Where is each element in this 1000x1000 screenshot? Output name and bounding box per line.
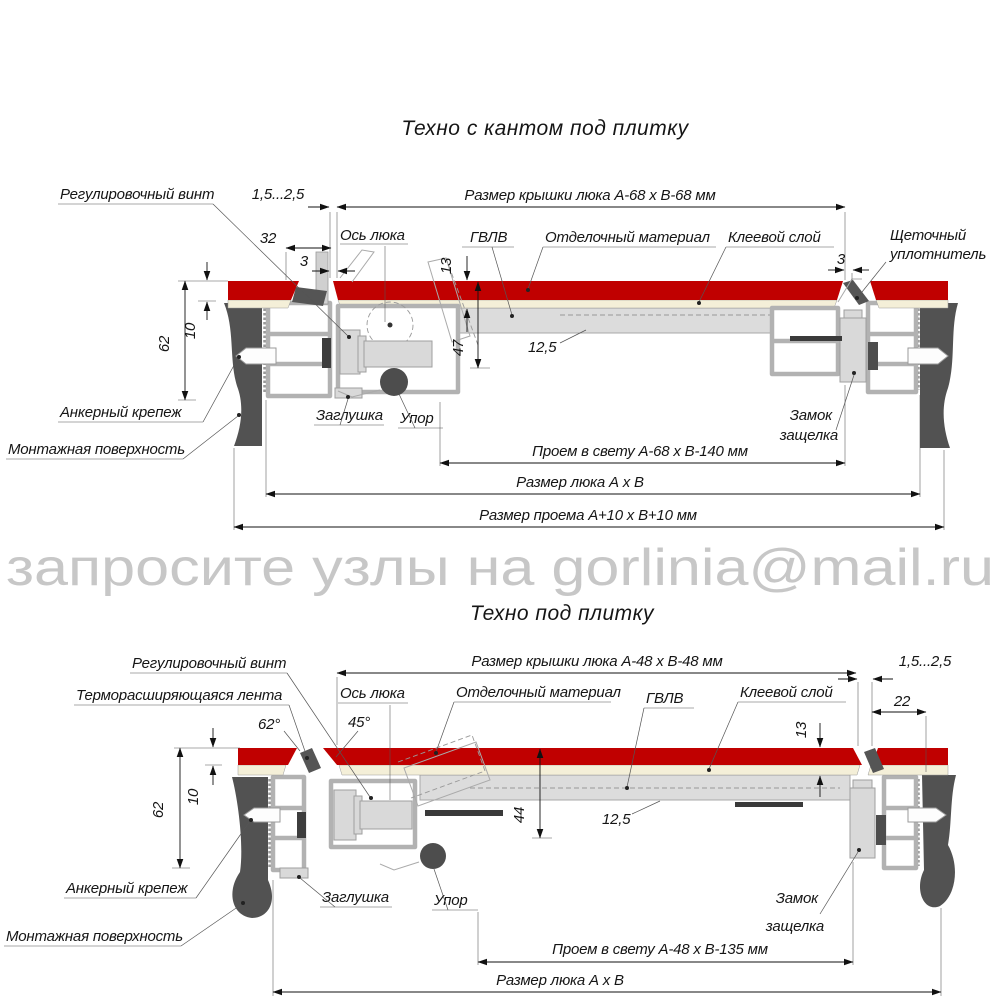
label-adjusting-screw: Регулировочный винт — [132, 655, 287, 672]
thermo-tape — [300, 748, 321, 773]
label-hatch-axis: Ось люка — [340, 685, 405, 702]
cant-open-position — [340, 250, 374, 282]
svg-text:уплотнитель: уплотнитель — [890, 246, 987, 263]
top-diagram — [6, 186, 986, 530]
dim-hatch-size: Размер люка А х В — [516, 474, 644, 491]
label-gvlv: ГВЛВ — [470, 229, 508, 246]
dim-3-right: 3 — [836, 251, 846, 268]
label-mounting-surface: Монтажная поверхность — [8, 441, 185, 458]
brush-seal — [843, 280, 869, 305]
dim-clear-opening: Проем в свету А-68 х В-140 мм — [532, 443, 748, 460]
dim-cover-size: Размер крышки люка А-48 х В-48 мм — [471, 653, 723, 670]
dim-22: 22 — [893, 693, 911, 710]
mounting-wall-left — [224, 303, 262, 446]
label-hatch-axis: Ось люка — [340, 227, 405, 244]
dim-cover-size: Размер крышки люка А-68 х В-68 мм — [464, 187, 716, 204]
hinge-rod — [425, 810, 503, 816]
stop-roller — [380, 368, 408, 396]
dim-12-5: 12,5 — [528, 339, 557, 356]
latch-lock — [850, 788, 875, 858]
hinge-assembly — [335, 258, 478, 398]
label-plug: Заглушка — [322, 889, 389, 906]
tile-layer — [238, 748, 948, 765]
svg-text:защелка: защелка — [765, 918, 824, 935]
lock-bolt — [790, 336, 842, 341]
title-bottom-diagram: Техно под плитку — [469, 602, 655, 625]
tile-layer — [228, 281, 948, 300]
dim-opening-size: Размер проема А+10 х В+10 мм — [479, 507, 697, 524]
mounting-wall-right — [920, 775, 956, 907]
dim-44: 44 — [511, 806, 528, 824]
dim-10: 10 — [182, 322, 199, 340]
label-brush-seal: Щеточный — [890, 227, 966, 244]
dim-clear-opening: Проем в свету А-48 х В-135 мм — [552, 941, 768, 958]
dim-47: 47 — [450, 339, 467, 357]
dim-13: 13 — [793, 721, 810, 739]
bottom-diagram — [4, 653, 956, 996]
dim-gap: 1,5...2,5 — [898, 653, 952, 670]
end-plug — [280, 868, 308, 878]
gvl-panel — [420, 775, 850, 800]
mounting-wall-left — [232, 777, 272, 918]
adjusting-screw-block — [334, 790, 356, 840]
label-lock: Замок — [789, 407, 832, 424]
adjusting-screw — [360, 801, 412, 829]
label-mounting-surface: Монтажная поверхность — [6, 928, 183, 945]
dim-12-5: 12,5 — [602, 811, 631, 828]
dim-hatch-size: Размер люка А х В — [496, 972, 624, 989]
gvl-panel — [455, 308, 800, 333]
label-finish-material: Отделочный материал — [456, 684, 621, 701]
dim-62: 62 — [150, 801, 167, 819]
lock-bolt — [735, 802, 803, 807]
dim-angle-45: 45° — [348, 714, 371, 731]
label-thermo-tape: Терморасширяющаяся лента — [76, 687, 283, 704]
label-plug: Заглушка — [316, 407, 383, 424]
dim-62: 62 — [156, 335, 173, 353]
dim-13: 13 — [438, 257, 455, 275]
seal-insert-left — [322, 338, 331, 368]
label-stop: Упор — [434, 892, 468, 909]
dim-3-left: 3 — [299, 253, 309, 270]
label-lock: Замок — [775, 890, 818, 907]
label-adjusting-screw: Регулировочный винт — [60, 186, 215, 203]
label-glue-layer: Клеевой слой — [728, 229, 821, 246]
label-finish-material: Отделочный материал — [545, 229, 710, 246]
label-stop: Упор — [400, 410, 434, 427]
dim-angle-62: 62° — [258, 716, 281, 733]
label-glue-layer: Клеевой слой — [740, 684, 833, 701]
stop-roller — [420, 843, 446, 869]
svg-text:защелка: защелка — [779, 427, 838, 444]
watermark-email: запросите узлы на gorlinia@mail.ru — [6, 539, 994, 597]
dim-10: 10 — [185, 788, 202, 806]
label-anchor: Анкерный крепеж — [60, 404, 182, 421]
dim-32: 32 — [259, 230, 277, 247]
frame-profile-left — [268, 303, 330, 396]
label-gvlv: ГВЛВ — [646, 690, 684, 707]
title-top-diagram: Техно с кантом под плитку — [401, 117, 689, 140]
glue-layer — [238, 765, 948, 775]
dim-gap: 1,5...2,5 — [251, 186, 305, 203]
mounting-wall-right — [920, 303, 958, 448]
label-anchor: Анкерный крепеж — [66, 880, 188, 897]
adjusting-screw — [364, 341, 432, 367]
